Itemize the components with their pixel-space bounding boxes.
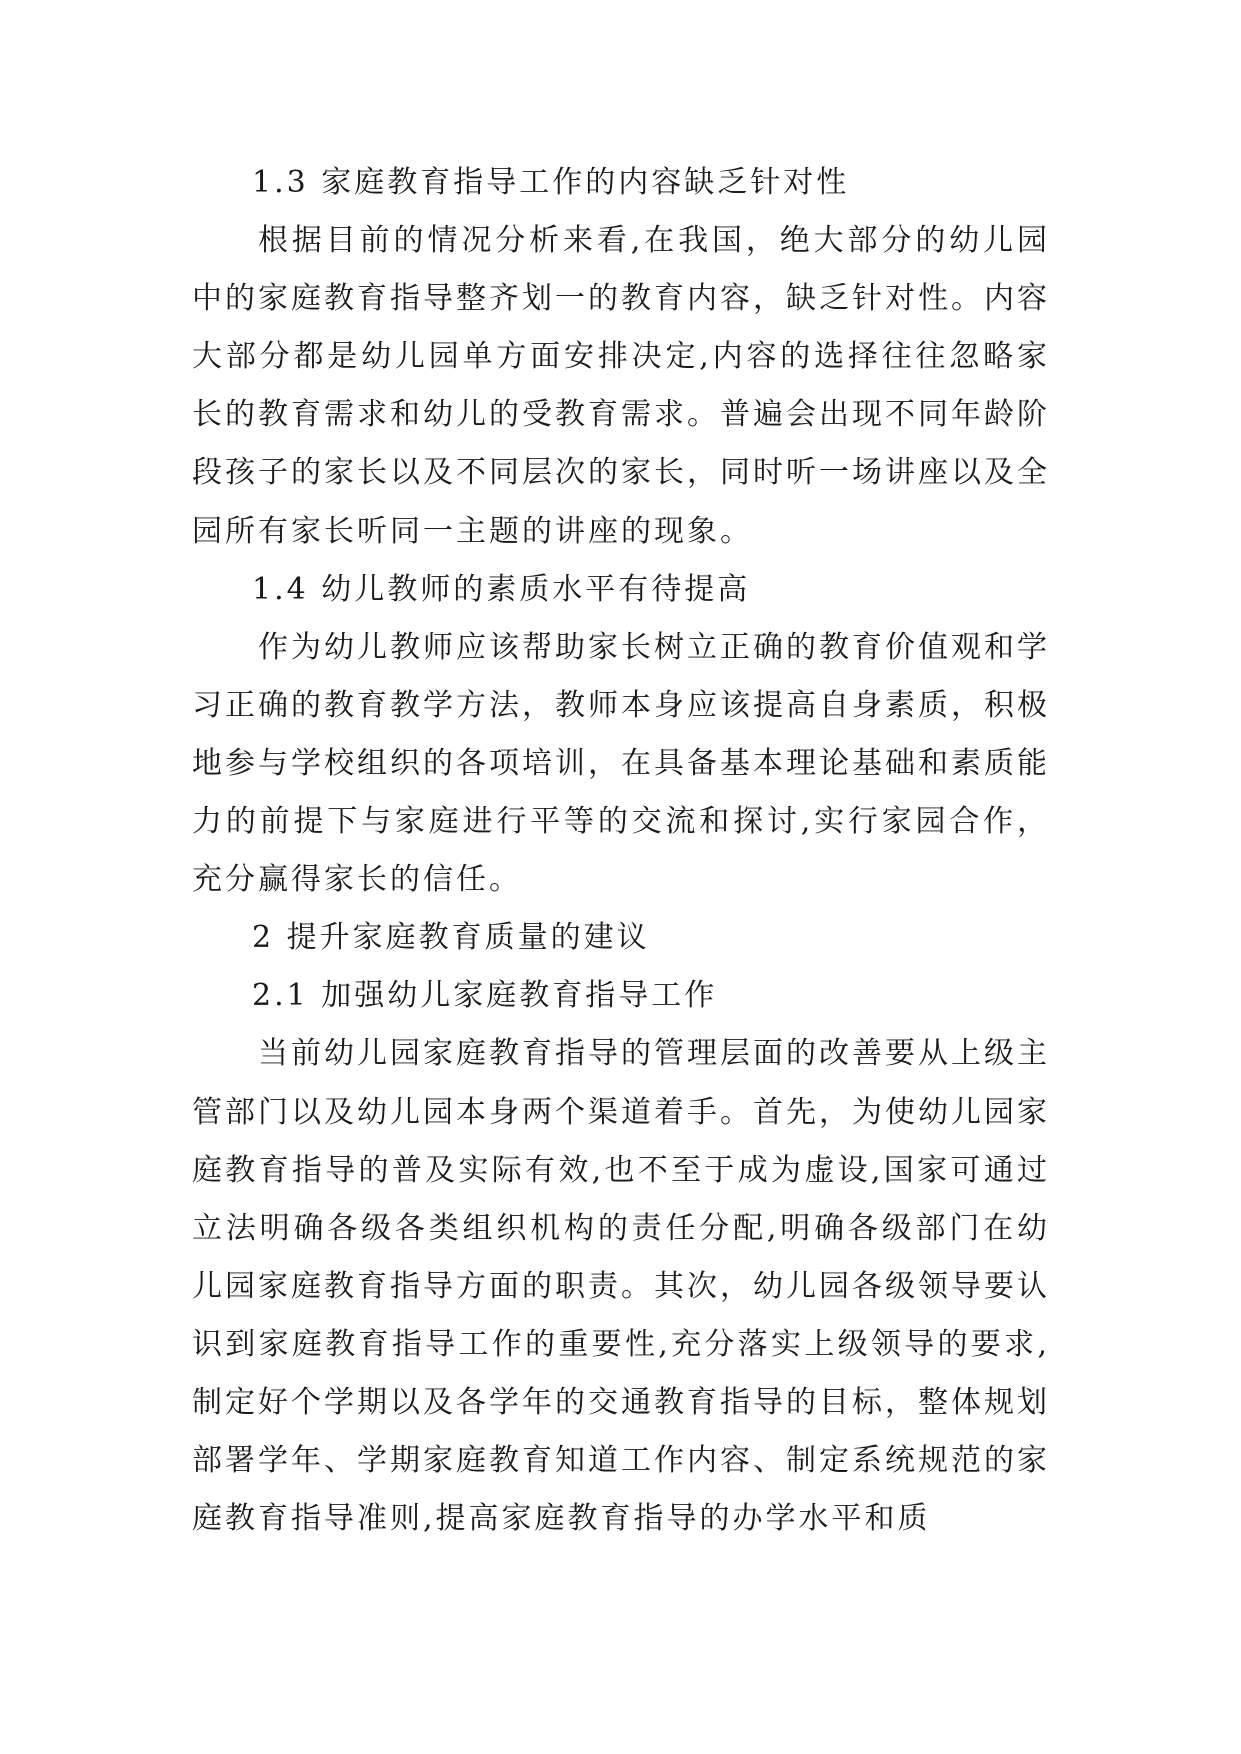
- paragraph-1-3: 根据目前的情况分析来看,在我国，绝大部分的幼儿园中的家庭教育指导整齐划一的教育内容，缺乏针对性。内容大部分都是幼儿园单方面安排决定,内容的选择往往忽略家长的教育需求和幼儿的受教育需求。普遍会出现不同年龄阶段孩子的家长以及不同层次的家长，同时听一场讲座以及全园所有家长听同一主题的讲座的现象。: [192, 223, 1050, 549]
- section-heading-1-3: 1.3 家庭教育指导工作的内容缺乏针对性: [252, 165, 850, 200]
- paragraph-2-1: 当前幼儿园家庭教育指导的管理层面的改善要从上级主管部门以及幼儿园本身两个渠道着手。首先，为使幼儿园家庭教育指导的普及实际有效,也不至于成为虚设,国家可通过立法明确各级各类组织机构的责任分配,明确各级部门在幼儿园家庭教育指导方面的职责。其次，幼儿园各级领导要认识到家庭教育指导工作的重要性,充分落实上级领导的要求,制定好个学期以及各学年的交通教育指导的目标，整体规划部署学年、学期家庭教育知道工作内容、制定系统规范的家庭教育指导准则,提高家庭教育指导的办学水平和质: [192, 1036, 1050, 1537]
- document-body: [192, 154, 1050, 1548]
- section-heading-2: 2 提升家庭教育质量的建议: [252, 920, 650, 956]
- paragraph-1-4: 作为幼儿教师应该帮助家长树立正确的教育价值观和学习正确的教育教学方法，教师本身应该提高自身素质，积极地参与学校组织的各项培训，在具备基本理论基础和素质能力的前提下与家庭进行平等的交流和探讨,实行家园合作，充分赢得家长的信任。: [192, 629, 1050, 898]
- section-heading-1-4: 1.4 幼儿教师的素质水平有待提高: [252, 571, 751, 607]
- section-heading-2-1: 2.1 加强幼儿家庭教育指导工作: [252, 978, 718, 1014]
